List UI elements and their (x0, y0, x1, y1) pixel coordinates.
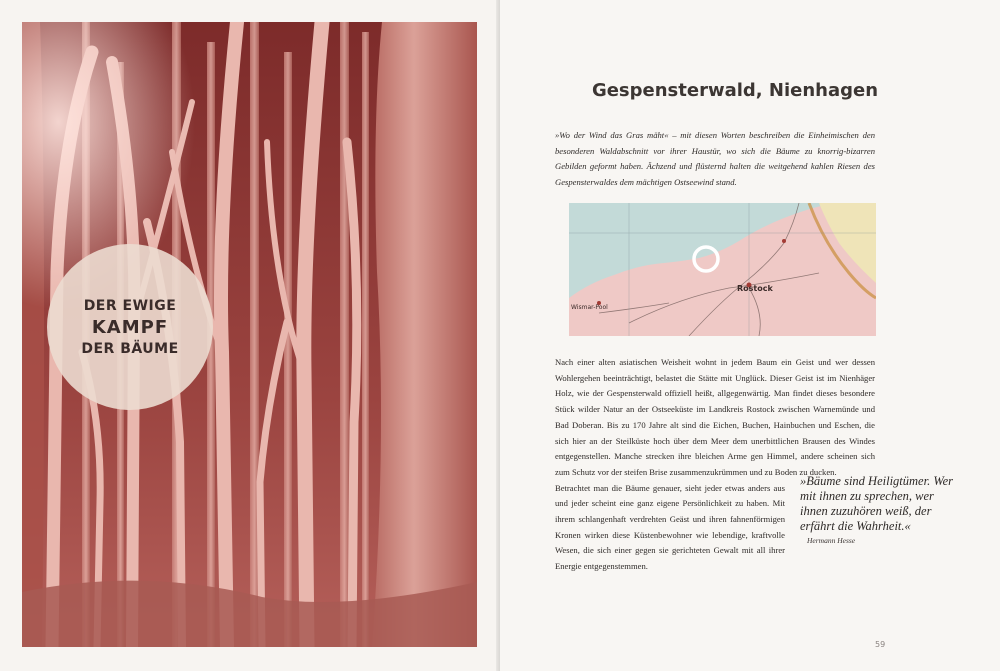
page-number: 59 (875, 640, 886, 649)
location-map (569, 203, 876, 336)
map-label-rostock: Rostock (737, 284, 773, 293)
page-title: Gespensterwald, Nienhagen (591, 80, 879, 101)
map-illustration (569, 203, 876, 336)
badge-line-1: DER EWIGE (83, 297, 177, 314)
title-badge (47, 244, 213, 410)
body-text-part-1: Nach einer alten asiatischen Weisheit wohnt in jedem Baum ein Geist und wer dessen Wohlergehen beeinträchtigt, belastet die Stätte mit Unglück. Dieser Geist ist im Nienhäger Holz, wie der Gespensterwald offiziell heißt, allgegenwärtig. Man findet dieses besondere Stück wilder Natur an der Ostseeküste im Landkreis Rostock zwischen Warnemünde und Bad Doberan. Bis zu 170 Jahre alt sind die Eichen, Buchen, Hainbuchen und Eschen, die sich hier an der Steilküste hoch über dem Meer dem unerbittlichen Brausen des Windes entgegenstellen. Manche strecken ihre bleichen Arme gen Himmel, andere scheinen sich zum Schutz vor der steifen Brise zusammenzukrümmen und zu Boden zu ducken. (555, 357, 875, 477)
map-label-wismar: Wismar-Pool (571, 304, 608, 311)
badge-line-3: DER BÄUME (81, 340, 179, 357)
badge-line-2: KAMPF (91, 316, 169, 338)
intro-paragraph: »Wo der Wind das Gras mäht« – mit diesen Worten beschreiben die Einheimischen den besonderen Waldabschnitt vor ihrer Haustür, wo sich die Bäume zu knorrig-bizarren Gebilden geformt haben. Ächzend und flüsternd halten die weitgehend kahlen Riesen des Gespensterwaldes dem mächtigen Ostseewind stand. (555, 130, 875, 187)
body-text-part-2: Betrachtet man die Bäume genauer, sieht jeder etwas anders aus und jeder scheint eine ganz eigene Persönlichkeit zu haben. Mit ihrem schlangenhaft verdrehten Geäst und ihren fahnenförmigen Kronen wirken diese Küstenbewohner wie lebendige, kraftvolle Wesen, die sich einer gegen sie gerichteten Gewalt mit all ihrer Energie entgegenstemmen. (555, 482, 785, 572)
pull-quote: »Bäume sind Heiligtümer. Wer mit ihnen zu sprechen, wer ihnen zuzuhören weiß, der erfährt die Wahrheit.« (800, 474, 953, 533)
quote-author: Hermann Hesse (807, 536, 856, 545)
